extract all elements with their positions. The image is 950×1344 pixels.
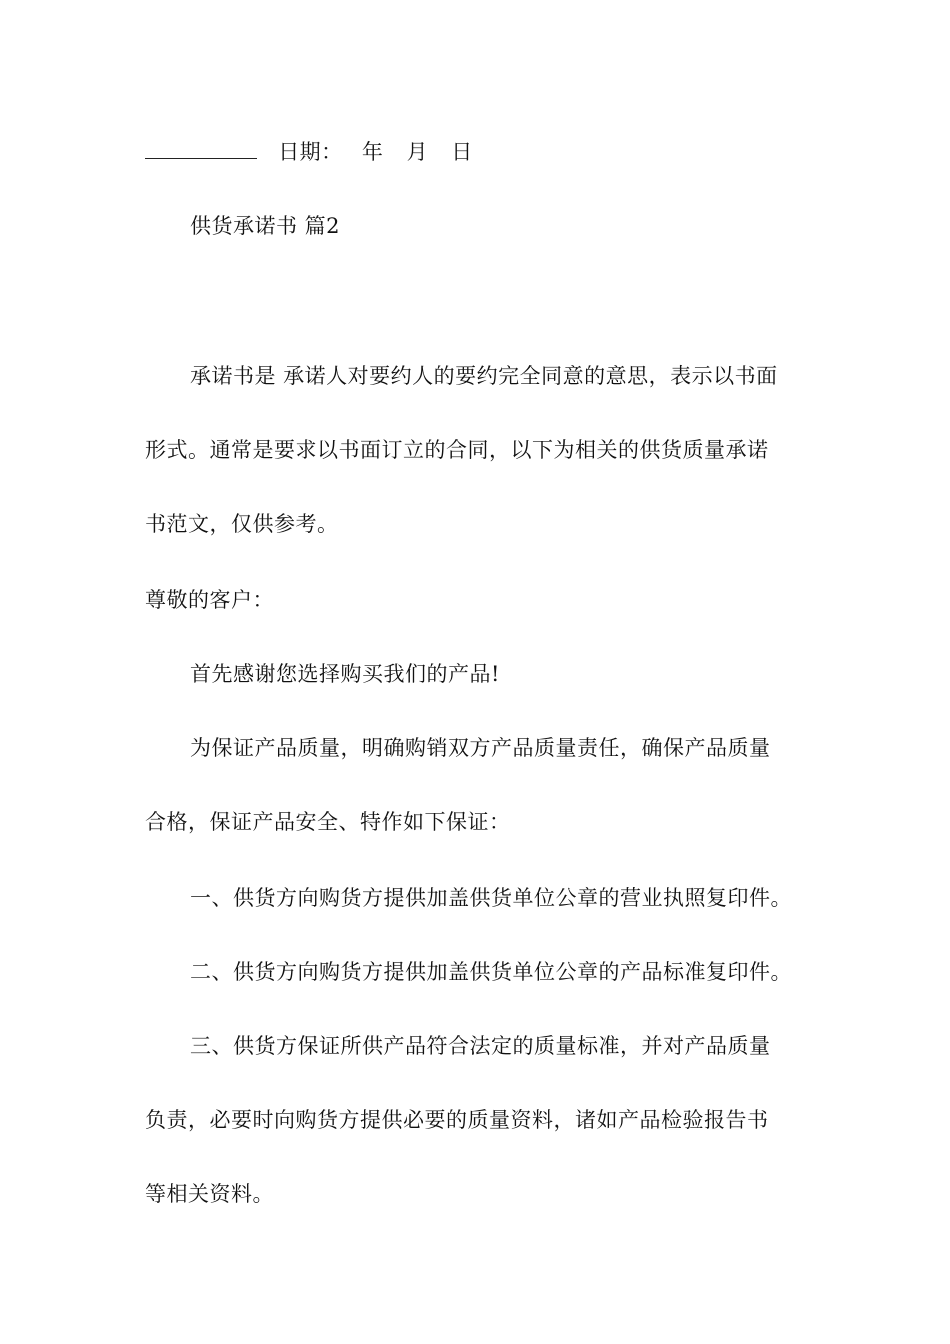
thanks-line: 首先感谢您选择购买我们的产品! (190, 662, 500, 686)
item-three-line-3: 等相关资料。 (145, 1182, 274, 1206)
signature-blank (145, 138, 257, 159)
item-three-line-1: 三、供货方保证所供产品符合法定的质量标准，并对产品质量 (190, 1034, 771, 1058)
item-three-line-2: 负责，必要时向购货方提供必要的质量资料，诸如产品检验报告书 (145, 1108, 769, 1132)
intro-line-2: 形式。通常是要求以书面订立的合同，以下为相关的供货质量承诺 (145, 438, 769, 462)
purpose-line-1: 为保证产品质量，明确购销双方产品质量责任，确保产品质量 (190, 736, 771, 760)
section-heading: 供货承诺书 篇2 (190, 214, 341, 238)
intro-line-1: 承诺书是 承诺人对要约人的要约完全同意的意思，表示以书面 (190, 364, 778, 388)
date-year: 年 (361, 140, 384, 164)
date-label: 日期： (278, 140, 343, 164)
intro-line-3: 书范文，仅供参考。 (145, 512, 339, 536)
item-two: 二、供货方向购货方提供加盖供货单位公章的产品标准复印件。 (190, 960, 792, 984)
salutation: 尊敬的客户： (145, 588, 274, 612)
signature-date-line (145, 138, 473, 166)
item-one: 一、供货方向购货方提供加盖供货单位公章的营业执照复印件。 (190, 886, 792, 910)
date-day: 日 (451, 140, 473, 164)
date-month: 月 (406, 140, 429, 164)
purpose-line-2: 合格，保证产品安全、特作如下保证： (145, 810, 511, 834)
